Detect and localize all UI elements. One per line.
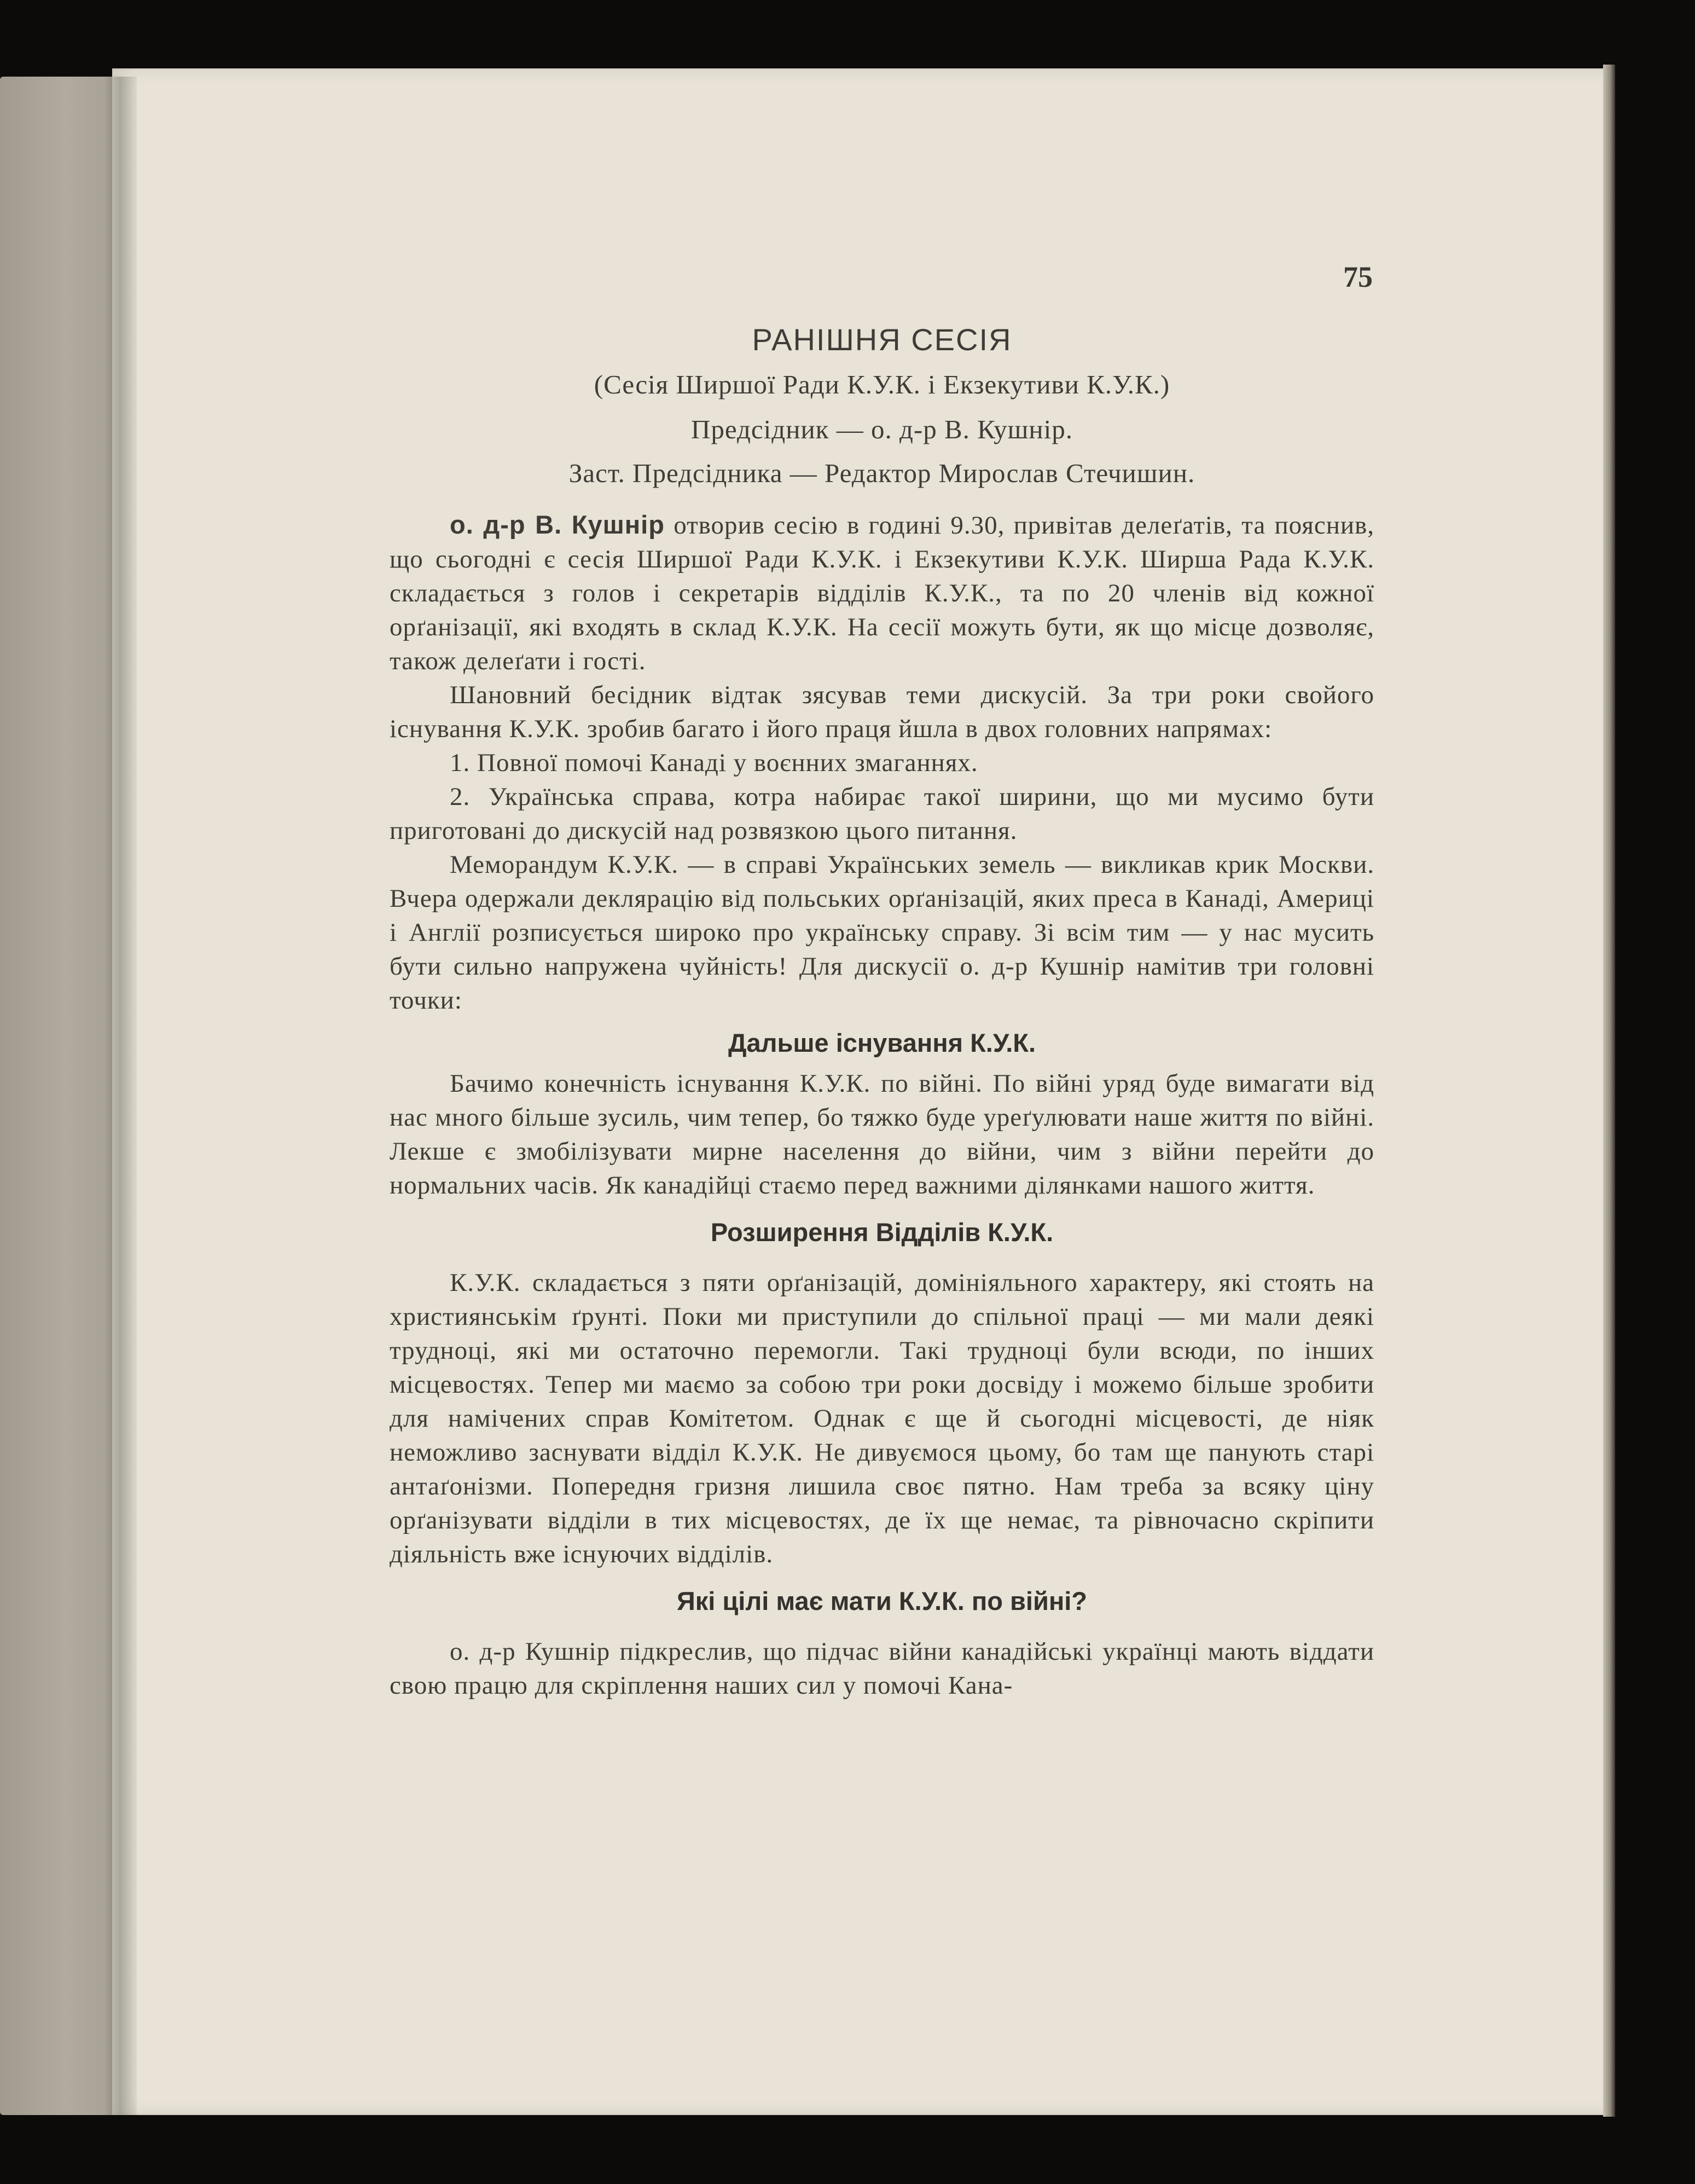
page-edge [1603, 65, 1615, 2117]
chair-line: Предсідник — о. д-р В. Кушнір. [691, 414, 1073, 444]
deputy-line: Заст. Предсідника — Редактор Мирослав Стечишин. [568, 458, 1195, 488]
paragraph-topics: Шановний бесідник відтак зясував теми дискусій. За три роки свойого існування К.У.К. зробив багато і його праця йшла в двох головних напрямах: [390, 681, 1374, 743]
paragraph-opening [390, 508, 1374, 678]
paragraph-opening-text: отворив сесію в годині 9.30, привітав делеґатів, та пояснив, що сьогодні є сесія Ширшої Ради К.У.К. і Екзекутиви К.У.К. Ширша Рада К.У.К. складається з голов і секретарів відділів К.У.К., та по 20 членів від кожної орґанізації, які входять в склад К.У.К. На сесії можуть бути, як що місце дозволяє, також делеґати і гості. [390, 511, 1374, 675]
speaker-name: о. д-р В. Кушнір [450, 510, 665, 539]
facing-page [0, 77, 118, 2115]
book-gutter [104, 77, 137, 2115]
paragraph-branch-expansion: К.У.К. складається з пяти орґанізацій, домініяльного характеру, які стоять на християнськім ґрунті. Поки ми приступили до спільної праці — ми мали деякі трудноці, які ми остаточно перемогли. Такі трудноці були всюди, по інших місцевостях. Тепер ми маємо за собою три роки досвіду і можемо більше зробити для намічених справ Комітетом. Однак є ще й сьогодні місцевості, де ніяк неможливо заснувати відділ К.У.К. Не дивуємося цьому, бо там ще панують старі антаґонізми. Попередня гризня лишила своє пятно. Нам треба за всяку ціну орґанізувати відділи в тих місцевостях, де їх ще немає, та рівночасно скріпити діяльність вже існуючих відділів. [390, 1268, 1374, 1568]
section-subtitle: (Сесія Ширшої Ради К.У.К. і Екзекутиви К.У.К.) [594, 369, 1170, 399]
heading-branch-expansion: Розширення Відділів К.У.К. [710, 1218, 1054, 1247]
list-item-2: 2. Українська справа, котра набирає такої ширини, що ми мусимо бути приготовані до дискусій над розвязкою цього питання. [390, 783, 1374, 845]
section-title: РАНІШНЯ СЕСІЯ [752, 322, 1012, 357]
paragraph-continued-existence: Бачимо конечність існування К.У.К. по війні. По війні уряд буде вимагати від нас много більше зусиль, чим тепер, бо тяжко буде уреґулювати наше життя по війні. Лекше є змобілізувати мирне населення до війни, чим з війни перейти до нормальних часів. Як канадійці стаємо перед важними ділянками нашого життя. [390, 1069, 1374, 1200]
page-text [390, 323, 1374, 1702]
paragraph-memorandum: Меморандум К.У.К. — в справі Українських земель — викликав крик Москви. Вчера одержали деклярацію від польських орґанізацій, яких преса в Канаді, Америці і Англії розписується широко про українську справу. Зі всім тим — у нас мусить бути сильно напружена чуйність! Для дискусії о. д-р Кушнір намітив три головні точки: [390, 850, 1374, 1015]
paragraph-postwar-goals: о. д-р Кушнір підкреслив, що підчас війни канадійські українці мають віддати свою працю для скріплення наших сил у помочі Кана- [390, 1637, 1374, 1700]
heading-continued-existence: Дальше існування К.У.К. [728, 1028, 1036, 1057]
list-item-1: 1. Повної помочі Канаді у воєнних змаганнях. [450, 749, 978, 777]
heading-postwar-goals: Які цілі має мати К.У.К. по війні? [676, 1586, 1088, 1615]
page-number: 75 [1343, 260, 1373, 293]
